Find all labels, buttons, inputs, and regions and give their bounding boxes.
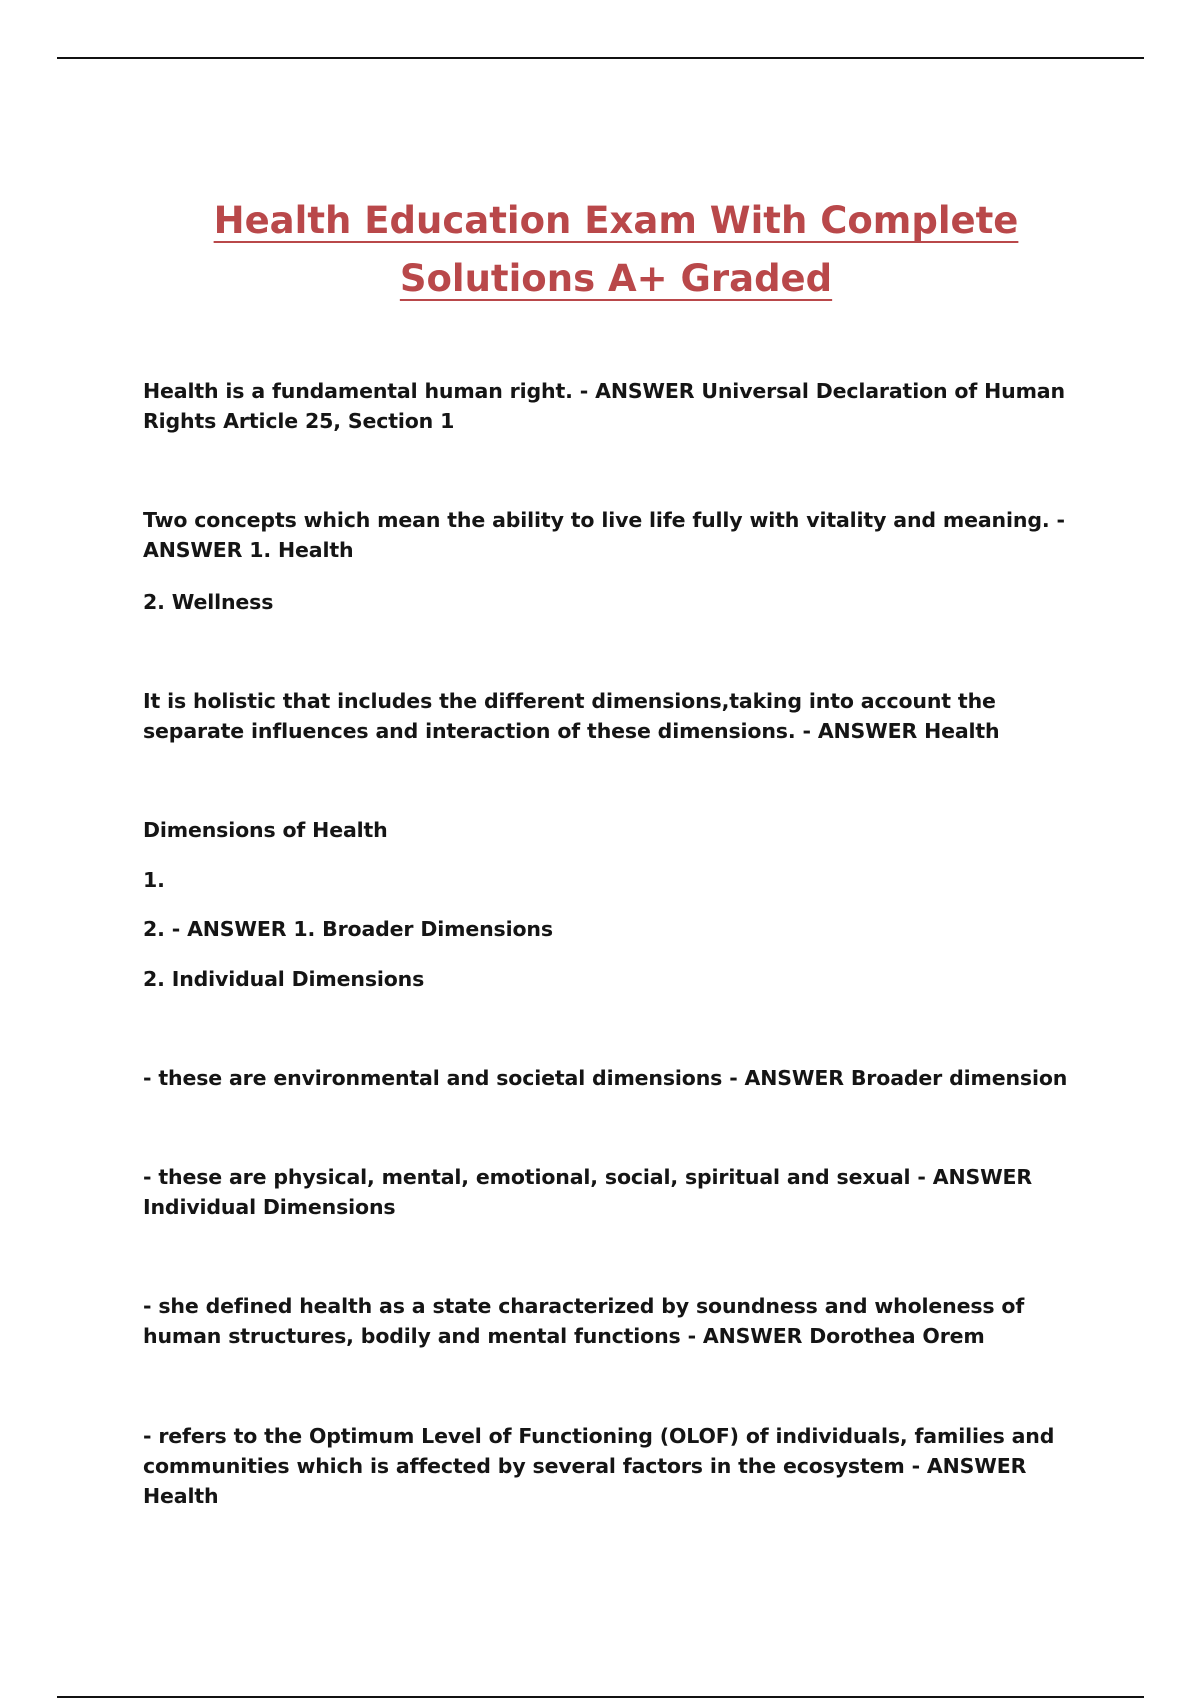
qa-paragraph: 2. Individual Dimensions [143, 967, 425, 991]
qa-paragraph: 2. - ANSWER 1. Broader Dimensions [143, 917, 553, 941]
title-line-1: Health Education Exam With Complete [213, 199, 1019, 242]
qa-paragraph: 2. Wellness [143, 590, 274, 614]
bottom-rule [57, 1696, 1144, 1698]
top-rule [57, 57, 1144, 59]
qa-paragraph: Two concepts which mean the ability to live life fully with vitality and meaning. - ANSWER 1. Health [143, 508, 1065, 562]
qa-paragraph: 1. [143, 868, 165, 892]
qa-paragraph: - refers to the Optimum Level of Functioning (OLOF) of individuals, families and communities which is affected by several factors in the ecosystem - ANSWER Health [143, 1424, 1055, 1508]
qa-paragraph: It is holistic that includes the different dimensions,taking into account the separate influences and interaction of these dimensions. - ANSWER Health [143, 689, 1000, 743]
qa-paragraph: - these are environmental and societal dimensions - ANSWER Broader dimension [143, 1066, 1068, 1090]
qa-paragraph: - these are physical, mental, emotional, social, spiritual and sexual - ANSWER Individual Dimensions [143, 1165, 1033, 1219]
document-title [0, 192, 1200, 308]
qa-paragraph: Dimensions of Health [143, 818, 388, 842]
title-line-2: Solutions A+ Graded [399, 257, 833, 300]
qa-paragraph: - she defined health as a state characterized by soundness and wholeness of human structures, bodily and mental functions - ANSWER Dorothea Orem [143, 1294, 1025, 1348]
qa-paragraph: Health is a fundamental human right. - ANSWER Universal Declaration of Human Rights Article 25, Section 1 [143, 379, 1065, 433]
